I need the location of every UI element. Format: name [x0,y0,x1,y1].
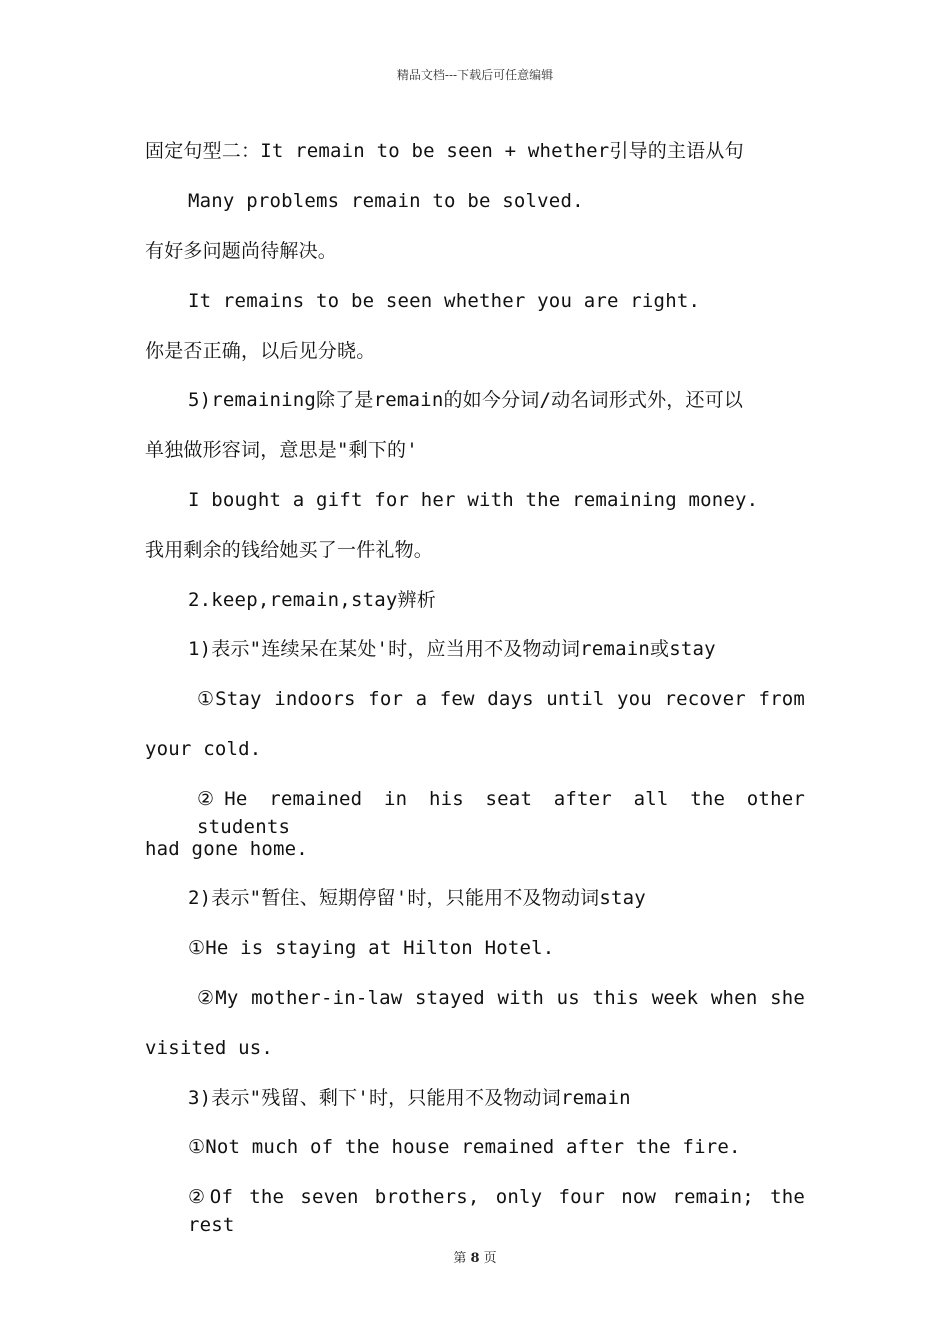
text-line: Many problems remain to be solved. [188,190,584,212]
text-line: visited us. [145,1037,274,1059]
text-line: 固定句型二：It remain to be seen + whether引导的主语从句 [145,140,744,162]
text-line: ②He remained in his seat after all the other students [197,788,805,838]
text-line: It remains to be seen whether you are right. [188,290,701,312]
text-line: 5)remaining除了是remain的如今分词/动名词形式外，还可以 [188,389,744,411]
page-footer [0,1247,950,1266]
page-label-prefix: 第 [453,1251,467,1266]
text-line: ②Of the seven brothers, only four now remain; the rest [188,1186,805,1236]
text-line: 单独做形容词，意思是"剩下的' [145,439,418,461]
text-line: ②My mother-in-law stayed with us this week when she [197,987,805,1009]
text-line: ①He is staying at Hilton Hotel. [188,937,555,959]
page-header: 精品文档---下载后可任意编辑 [396,68,554,82]
text-line: 我用剩余的钱给她买了一件礼物。 [145,539,434,561]
text-line: 2.keep,remain,stay辨析 [188,589,436,611]
text-line: I bought a gift for her with the remaining money. [188,489,759,511]
text-line: 3)表示"残留、剩下'时，只能用不及物动词remain [188,1087,631,1109]
page-number: 8 [470,1251,480,1266]
text-line: had gone home. [145,838,308,860]
text-line: 2)表示"暂住、短期停留'时，只能用不及物动词stay [188,887,646,909]
text-line: 有好多问题尚待解决。 [145,240,338,262]
page-label-suffix: 页 [483,1251,497,1266]
text-line: 你是否正确，以后见分晓。 [145,340,376,362]
text-line: 1)表示"连续呆在某处'时，应当用不及物动词remain或stay [188,638,716,660]
text-line: ①Stay indoors for a few days until you recover from [197,688,805,710]
text-line: your cold. [145,738,262,760]
text-line: ①Not much of the house remained after the fire. [188,1136,741,1158]
